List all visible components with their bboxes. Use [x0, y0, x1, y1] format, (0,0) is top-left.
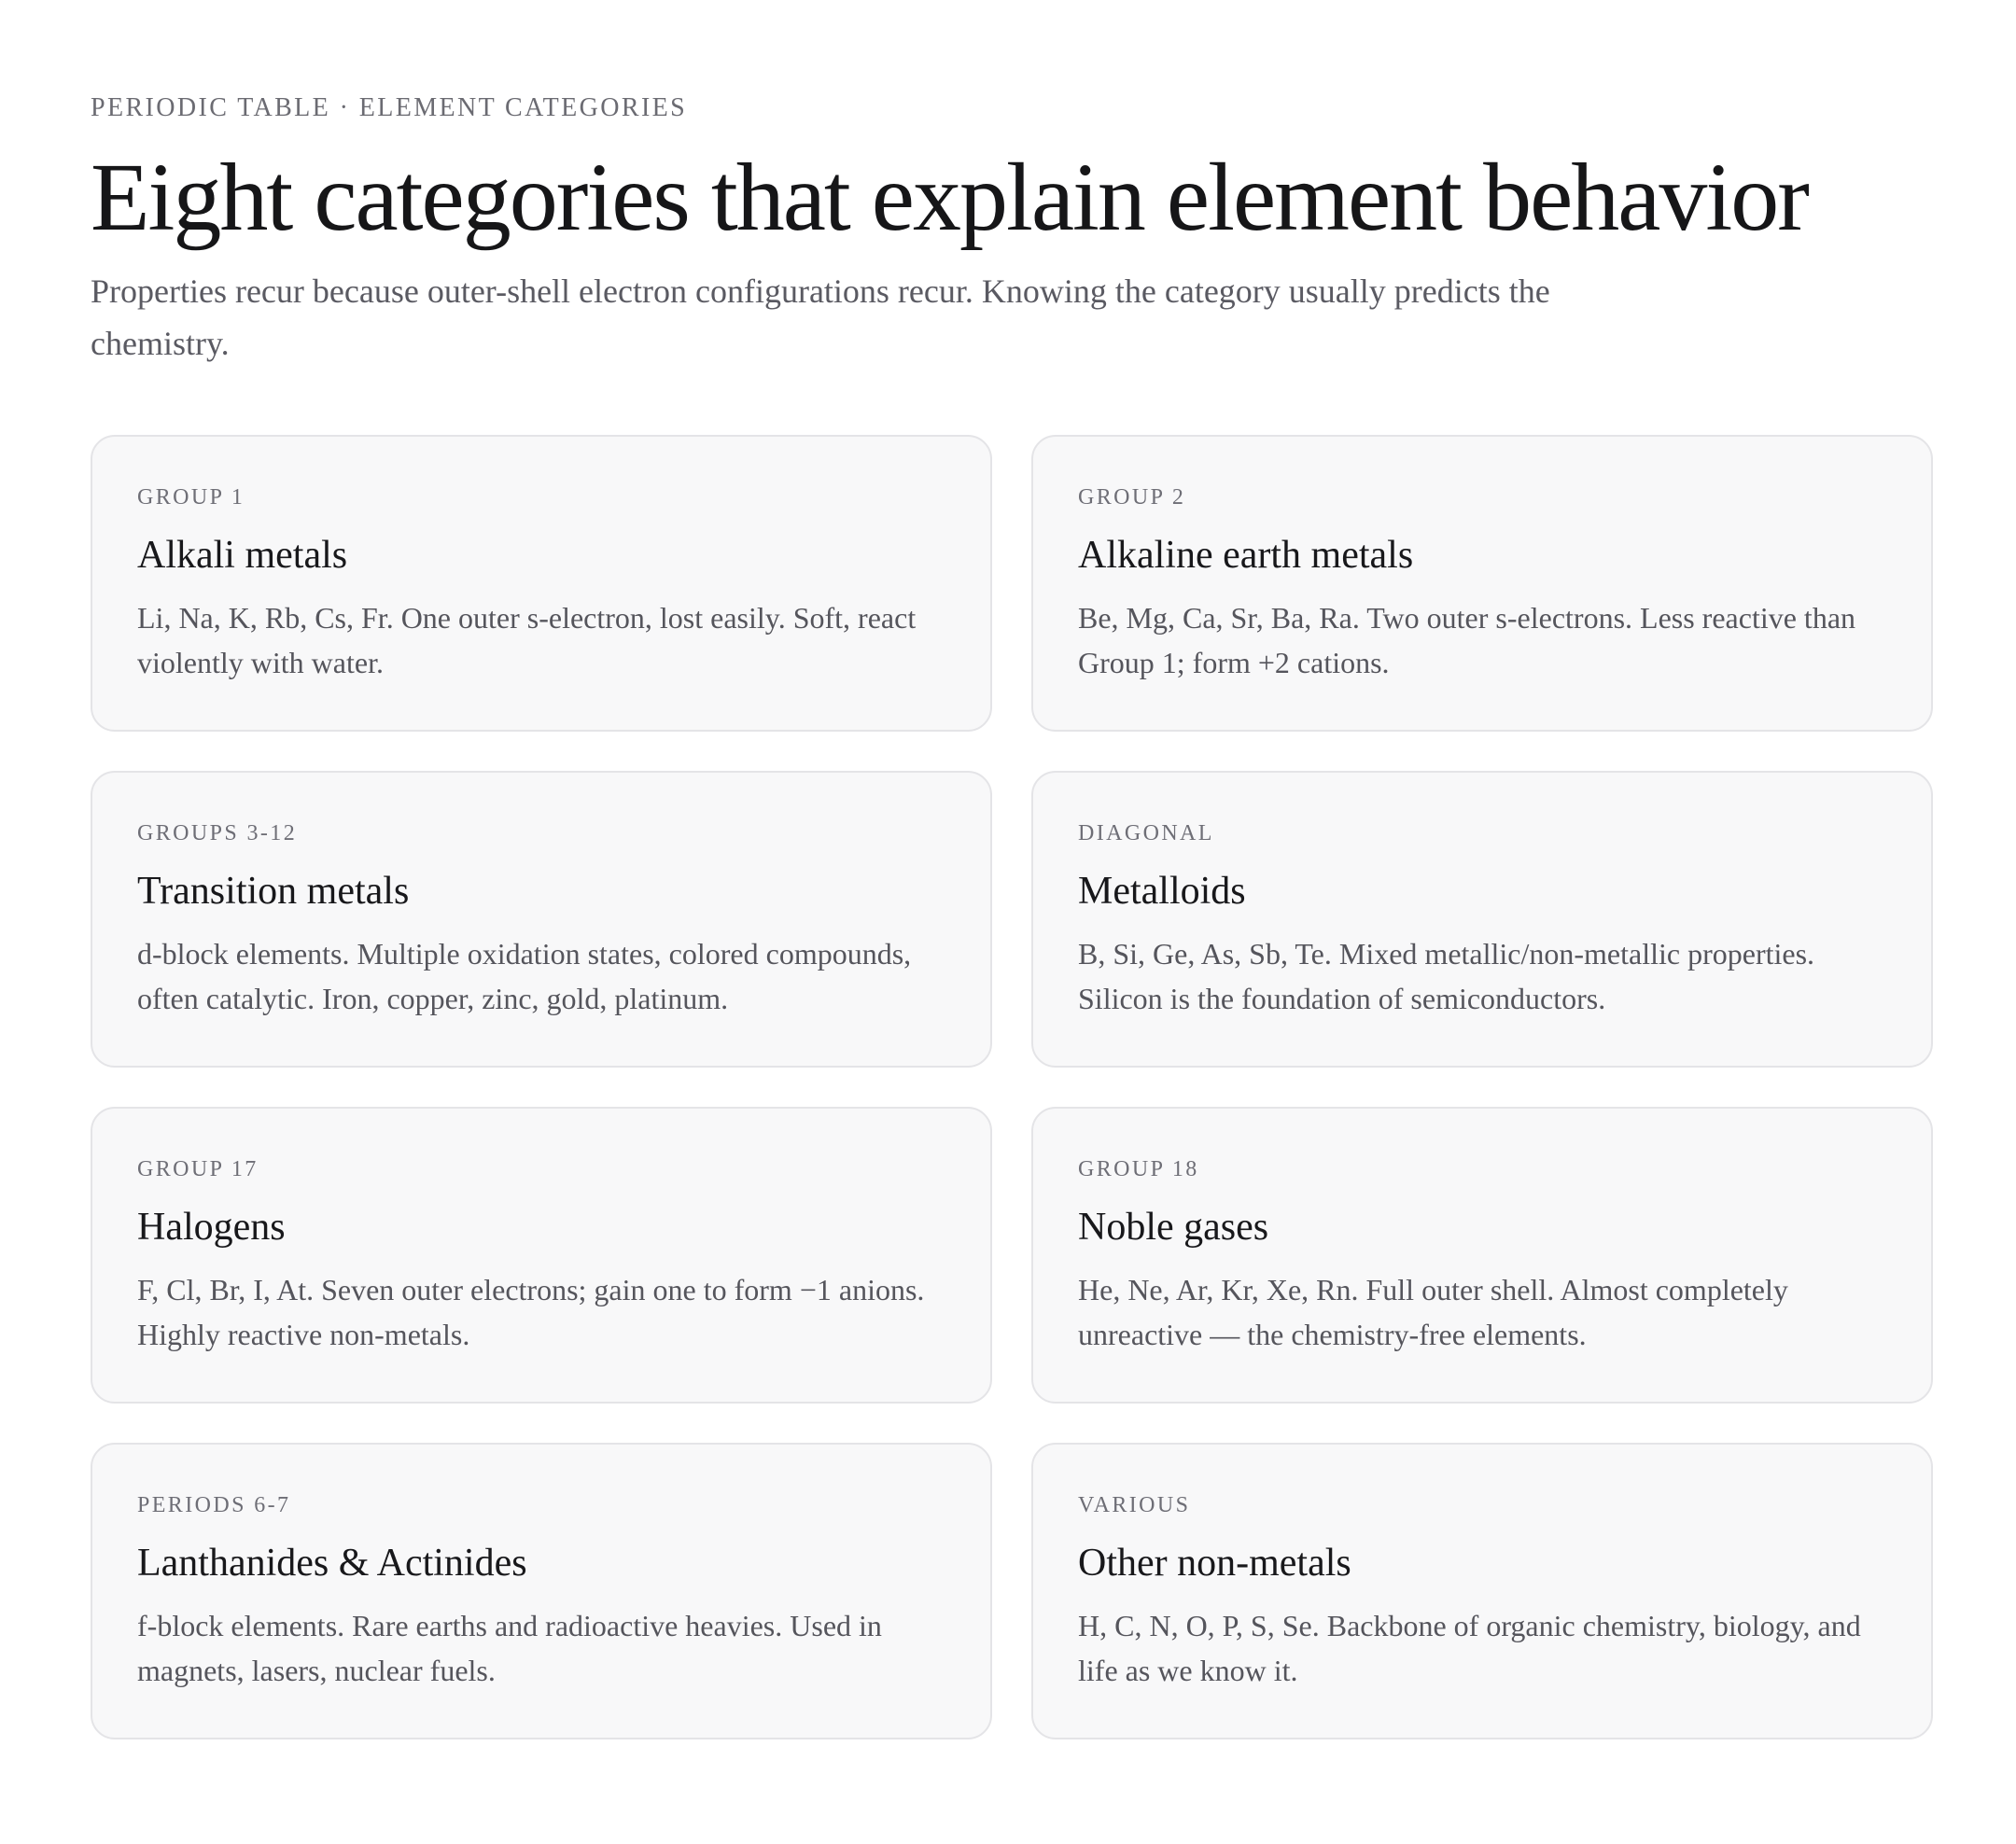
page-subtitle: Properties recur because outer-shell electron configurations recur. Knowing the category usually predicts the chemistry.	[91, 272, 1550, 362]
card-label: PERIODS 6-7	[137, 1493, 291, 1517]
card-description: F, Cl, Br, I, At. Seven outer electrons; gain one to form −1 anions. Highly reactive non-metals.	[137, 1273, 925, 1351]
card-label: GROUP 2	[1078, 485, 1186, 510]
page-title: Eight categories that explain element behavior	[91, 144, 1808, 251]
card-title: Alkaline earth metals	[1078, 534, 1414, 577]
card-description: d-block elements. Multiple oxidation states, colored compounds, often catalytic. Iron, copper, zinc, gold, platinum.	[137, 937, 912, 1015]
category-card-other-non-metals	[1031, 1443, 1933, 1739]
card-label: VARIOUS	[1078, 1493, 1191, 1517]
card-description: Li, Na, K, Rb, Cs, Fr. One outer s-electron, lost easily. Soft, react violently with water.	[137, 601, 917, 679]
category-card-alkali-metals	[91, 435, 992, 732]
card-title: Other non-metals	[1078, 1542, 1351, 1585]
card-label: GROUP 17	[137, 1157, 259, 1181]
category-card-noble-gases	[1031, 1107, 1933, 1404]
category-card-lanthanides-actinides	[91, 1443, 992, 1739]
card-description: He, Ne, Ar, Kr, Xe, Rn. Full outer shell. Almost completely unreactive — the chemistry-free elements.	[1078, 1273, 1788, 1351]
card-description: Be, Mg, Ca, Sr, Ba, Ra. Two outer s-electrons. Less reactive than Group 1; form +2 cations.	[1078, 601, 1856, 679]
card-description: B, Si, Ge, As, Sb, Te. Mixed metallic/non-metallic properties. Silicon is the foundation of semiconductors.	[1078, 937, 1815, 1015]
card-label: GROUP 1	[137, 485, 245, 510]
card-title: Transition metals	[137, 870, 410, 913]
card-label: GROUP 18	[1078, 1157, 1199, 1181]
card-title: Halogens	[137, 1206, 286, 1249]
category-card-halogens	[91, 1107, 992, 1404]
category-card-transition-metals	[91, 771, 992, 1068]
category-card-alkaline-earth-metals	[1031, 435, 1933, 732]
eyebrow: PERIODIC TABLE · ELEMENT CATEGORIES	[91, 93, 688, 122]
card-title: Metalloids	[1078, 870, 1246, 913]
card-description: H, C, N, O, P, S, Se. Backbone of organic chemistry, biology, and life as we know it.	[1078, 1609, 1861, 1687]
category-card-metalloids	[1031, 771, 1933, 1068]
card-label: GROUPS 3-12	[137, 821, 298, 845]
card-label: DIAGONAL	[1078, 821, 1214, 845]
card-title: Alkali metals	[137, 534, 348, 577]
page	[91, 90, 1933, 1739]
card-description: f-block elements. Rare earths and radioactive heavies. Used in magnets, lasers, nuclear fuels.	[137, 1609, 882, 1687]
category-grid	[91, 435, 1933, 1739]
card-title: Noble gases	[1078, 1206, 1269, 1249]
card-title: Lanthanides & Actinides	[137, 1542, 527, 1585]
